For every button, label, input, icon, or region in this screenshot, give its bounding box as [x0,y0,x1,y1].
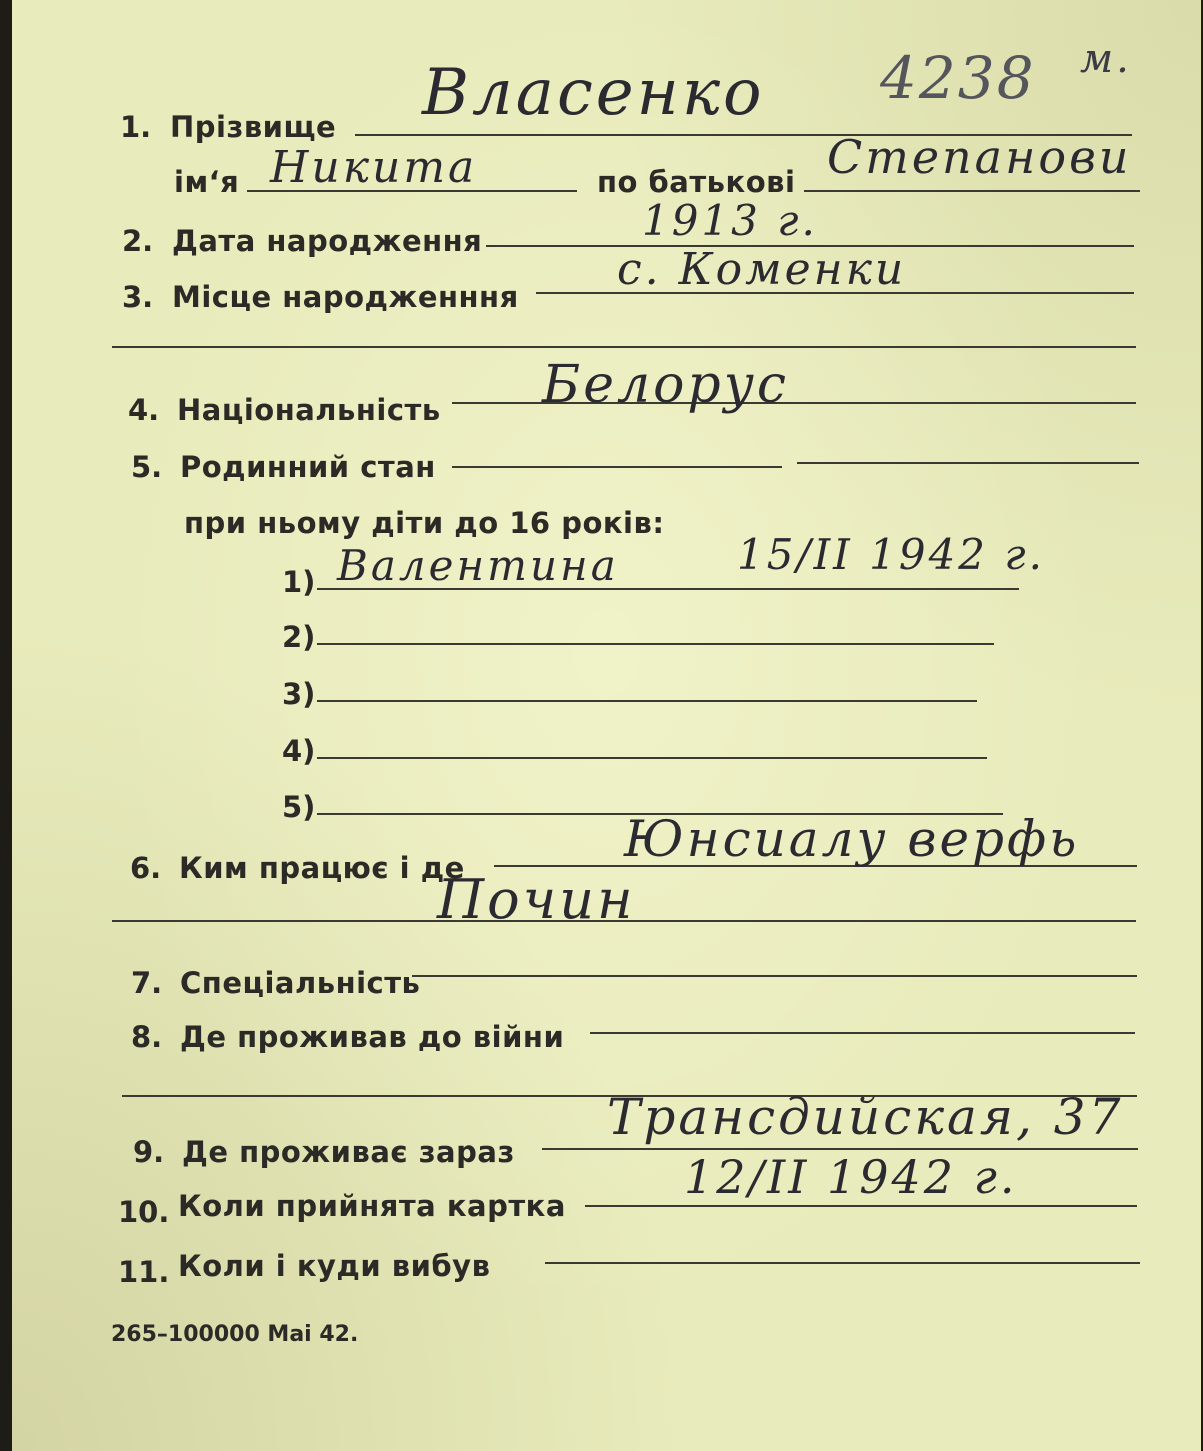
field-6-label: Ким працює і де [179,851,465,885]
field-2-label: Дата народження [172,224,483,258]
field-10-number: 10. [118,1195,170,1229]
specialty-line [412,975,1137,977]
field-11-label: Коли і куди вибув [178,1249,491,1283]
child-1-number: 1) [282,565,316,599]
field-11-number: 11. [118,1255,170,1289]
field-1-number: 1. [120,110,152,144]
pre-war-residence-line [590,1032,1135,1034]
card-received-line [585,1205,1137,1207]
current-residence-value: Трансдийская, 37 [607,1088,1124,1146]
child-2-number: 2) [282,620,316,654]
birth-place-value: с. Коменки [617,244,907,295]
surname-value: Власенко [422,56,765,130]
field-1-label: Прізвище [170,110,337,144]
card-number-suffix: м. [1080,36,1132,82]
field-2-number: 2. [122,224,154,258]
card-received-value: 12/II 1942 г. [684,1150,1018,1204]
birth-date-value: 1913 г. [642,196,818,245]
patronymic-label: по батькові [597,165,796,199]
card-number: 4238 [880,44,1036,112]
field-5-number: 5. [131,450,163,484]
child-4-number: 4) [282,734,316,768]
patronymic-line [804,190,1140,192]
field-8-number: 8. [131,1020,163,1054]
child-5-number: 5) [282,790,316,824]
patronymic-value: Степанови [827,130,1132,184]
child-1-name: Валентина [337,541,619,590]
print-code: 265–100000 Маі 42. [111,1322,359,1347]
field-6-number: 6. [130,851,162,885]
field-5-label: Родинний стан [180,450,436,484]
field-7-number: 7. [131,966,163,1000]
family-status-line-2 [797,462,1139,464]
family-status-line [452,466,782,468]
name-label: ім‘я [174,165,240,199]
field-3-number: 3. [122,280,154,314]
child-3-number: 3) [282,677,316,711]
registration-card [12,0,1201,1451]
field-3-label: Місце народженння [172,280,519,314]
children-label: при ньому діти до 16 років: [184,506,665,540]
child-2-line [317,643,994,645]
departed-line [545,1262,1140,1264]
nationality-value: Белорус [542,355,789,415]
child-4-line [317,757,987,759]
field-4-label: Національність [177,393,441,427]
field-10-label: Коли прийнята картка [178,1189,566,1223]
first-name-value: Никита [270,142,478,193]
field-9-label: Де проживає зараз [182,1135,515,1169]
field-4-number: 4. [128,393,160,427]
child-3-line [317,700,977,702]
work-value-2: Почин [437,868,636,931]
birth-place-line-2 [112,346,1136,348]
child-1-date: 15/II 1942 г. [737,530,1045,579]
work-value-1: Юнсиалу верфь [624,810,1080,868]
field-7-label: Спеціальність [180,966,421,1000]
field-8-label: Де проживав до війни [180,1020,565,1054]
field-9-number: 9. [133,1135,165,1169]
